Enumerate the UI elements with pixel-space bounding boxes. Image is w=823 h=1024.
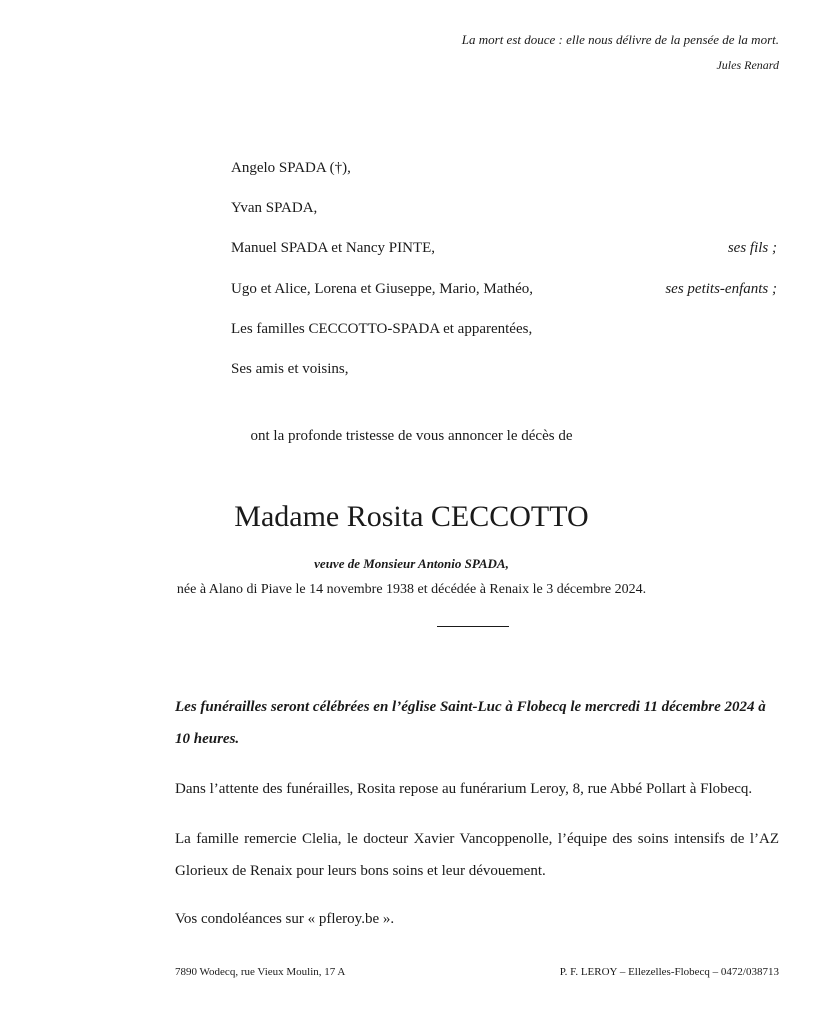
mourner-name: Ses amis et voisins, — [231, 361, 349, 377]
mourner-relation: ses petits-enfants ; — [665, 281, 777, 297]
mourner-relation: ses fils ; — [727, 240, 777, 256]
mourner-name: Les familles CECCOTTO-SPADA et apparentées, — [231, 321, 533, 337]
footer-address: 7890 Wodecq, rue Vieux Moulin, 17 A — [175, 966, 346, 978]
announcement-text: ont la profonde tristesse de vous annoncer le décès de — [250, 428, 573, 444]
epigraph-author: Jules Renard — [716, 58, 779, 72]
separator-line — [437, 626, 509, 627]
condolences-text: Vos condoléances sur « pfleroy.be ». — [175, 911, 395, 927]
funeral-rest-text: Dans l’attente des funérailles, Rosita repose au funérarium Leroy, 8, rue Abbé Pollart à Flobecq. — [175, 781, 753, 797]
epigraph-quote: La mort est douce : elle nous délivre de la pensée de la mort. — [461, 32, 779, 47]
funeral-ceremony-text: Les funérailles seront célébrées en l’église Saint-Luc à Flobecq le mercredi 11 décembre 2024 à 10 heures. — [175, 699, 766, 747]
birth-death-text: née à Alano di Piave le 14 novembre 1938 et décédée à Renaix le 3 décembre 2024. — [176, 582, 647, 597]
mourner-name: Yvan SPADA, — [231, 200, 318, 216]
thanks-text: La famille remercie Clelia, le docteur Xavier Vancoppenolle, l’équipe des soins intensifs de l’AZ Glorieux de Renaix pour leurs bons soins et leur dévouement. — [175, 831, 779, 879]
footer-contact: P. F. LEROY – Ellezelles-Flobecq – 0472/038713 — [559, 966, 779, 978]
widow-of-text: veuve de Monsieur Antonio SPADA, — [314, 556, 509, 571]
mourner-name: Ugo et Alice, Lorena et Giuseppe, Mario, Mathéo, — [231, 281, 533, 297]
mourner-name: Manuel SPADA et Nancy PINTE, — [231, 240, 436, 256]
deceased-name: Madame Rosita CECCOTTO — [234, 500, 589, 533]
mourner-name: Angelo SPADA (†), — [231, 160, 351, 176]
